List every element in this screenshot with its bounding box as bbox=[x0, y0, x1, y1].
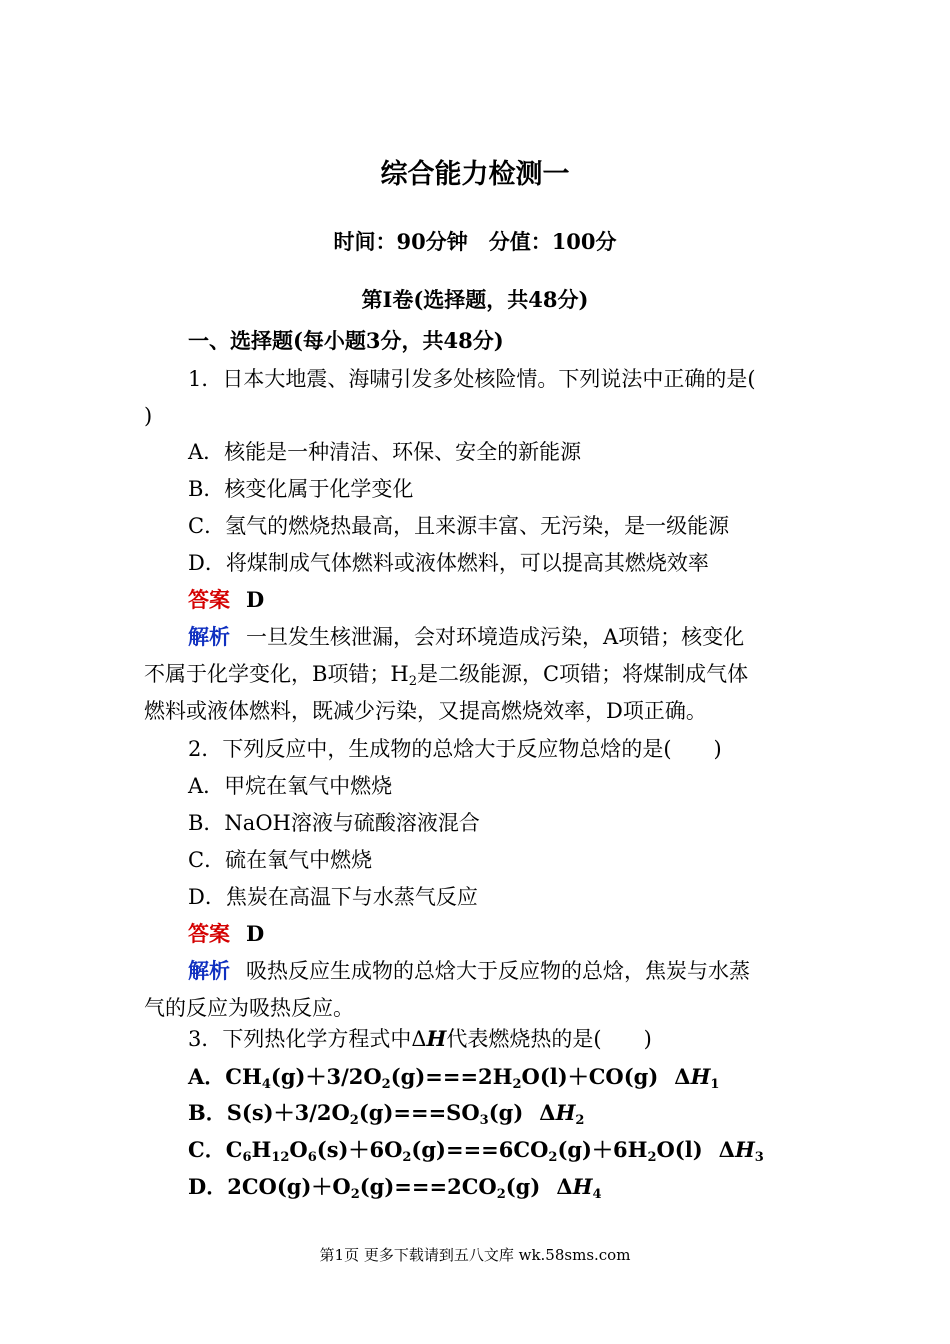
q1-stem-text: 1．日本大地震、海啸引发多处核险情。下列说法中正确的是( bbox=[188, 367, 756, 391]
q1-stem bbox=[188, 365, 756, 393]
q3-c-part: C．C bbox=[188, 1137, 243, 1162]
q3-a-part: A．CH bbox=[188, 1064, 262, 1089]
q3-b-sub: 3 bbox=[479, 1113, 489, 1128]
q3-stem bbox=[188, 1025, 652, 1053]
q3-a-sub: 2 bbox=[381, 1077, 391, 1092]
q2-option-d: D．焦炭在高温下与水蒸气反应 bbox=[188, 885, 478, 909]
q2-analysis-label: 解析 bbox=[188, 958, 230, 983]
q1-analysis-text2a: 不属于化学变化，B项错；H bbox=[144, 662, 409, 686]
q2-analysis-text1: 吸热反应生成物的总焓大于反应物的总焓，焦炭与水蒸 bbox=[246, 959, 750, 983]
q3-stem-c: 代表燃烧热的是( ) bbox=[446, 1027, 652, 1051]
q3-a-sub: 1 bbox=[710, 1077, 720, 1092]
q3-d-sub: 2 bbox=[350, 1187, 360, 1202]
q3-c-part: O bbox=[289, 1137, 308, 1162]
q3-option-d bbox=[188, 1173, 602, 1201]
q3-d-sub: 4 bbox=[592, 1187, 602, 1202]
q3-c-part: O(l) bbox=[656, 1137, 703, 1162]
document-title: 综合能力检测一 bbox=[380, 159, 570, 190]
q3-c-sub: 2 bbox=[402, 1150, 412, 1165]
q3-c-part: H bbox=[251, 1137, 272, 1162]
q2-answer-label: 答案 bbox=[188, 921, 230, 946]
q1-analysis-text2c: 是二级能源，C项错；将煤制成气体 bbox=[417, 662, 749, 686]
q1-answer-label: 答案 bbox=[188, 587, 230, 612]
q1-analysis-sub: 2 bbox=[408, 674, 418, 689]
q3-option-a bbox=[188, 1063, 719, 1091]
q1-analysis-line1 bbox=[188, 623, 744, 651]
q3-c-sub: 12 bbox=[271, 1150, 290, 1165]
q3-stem-a: 3．下列热化学方程式中Δ bbox=[188, 1027, 427, 1051]
q1-option-c: C．氢气的燃烧热最高，且来源丰富、无污染，是一级能源 bbox=[188, 514, 730, 538]
q3-b-part: B．S(s)＋3/2O bbox=[188, 1100, 350, 1125]
q3-b-delta-h: ΔH bbox=[539, 1100, 576, 1125]
q3-b-sub: 2 bbox=[349, 1113, 359, 1128]
q3-c-delta-h: ΔH bbox=[718, 1137, 755, 1162]
q3-b-sub: 2 bbox=[575, 1113, 585, 1128]
q2-analysis-line1 bbox=[188, 957, 750, 985]
q2-answer bbox=[188, 920, 264, 948]
q1-analysis-line3: 燃料或液体燃料，既减少污染，又提高燃烧效率，D项正确。 bbox=[144, 699, 707, 723]
q3-a-part: (g)===2H bbox=[390, 1064, 513, 1089]
q3-d-part: (g)===2CO bbox=[359, 1174, 497, 1199]
q3-a-sub: 4 bbox=[261, 1077, 271, 1092]
q3-c-sub: 2 bbox=[647, 1150, 657, 1165]
q1-stem-end: ) bbox=[144, 404, 153, 428]
q3-b-part: (g) bbox=[488, 1100, 524, 1125]
q3-a-part: (g)＋3/2O bbox=[270, 1064, 382, 1089]
q3-a-part: O(l)＋CO(g) bbox=[521, 1064, 659, 1089]
q3-a-sub: 2 bbox=[512, 1077, 522, 1092]
q2-option-a: A．甲烷在氧气中燃烧 bbox=[188, 774, 393, 798]
q3-c-part: (g)＋6H bbox=[557, 1137, 648, 1162]
q3-b-part: (g)===SO bbox=[358, 1100, 480, 1125]
q3-c-part: (s)＋6O bbox=[316, 1137, 403, 1162]
q1-analysis-line2 bbox=[144, 660, 748, 688]
q3-c-sub: 6 bbox=[307, 1150, 317, 1165]
q1-option-d: D．将煤制成气体燃料或液体燃料，可以提高其燃烧效率 bbox=[188, 551, 709, 575]
q1-analysis-label: 解析 bbox=[188, 624, 230, 649]
section-heading: 第Ⅰ卷(选择题，共48分) bbox=[361, 287, 589, 312]
q2-analysis-line2: 气的反应为吸热反应。 bbox=[144, 996, 354, 1020]
q1-option-b: B．核变化属于化学变化 bbox=[188, 477, 414, 501]
q2-answer-value: D bbox=[246, 921, 265, 946]
q1-analysis-text1: 一旦发生核泄漏，会对环境造成污染，A项错；核变化 bbox=[246, 625, 745, 649]
q3-option-b bbox=[188, 1099, 584, 1127]
q3-d-part: D．2CO(g)＋O bbox=[188, 1174, 351, 1199]
q3-c-part: (g)===6CO bbox=[411, 1137, 549, 1162]
q3-d-part: (g) bbox=[505, 1174, 541, 1199]
q3-d-sub: 2 bbox=[496, 1187, 506, 1202]
q2-option-b: B．NaOH溶液与硫酸溶液混合 bbox=[188, 811, 480, 835]
q3-a-delta-h: ΔH bbox=[674, 1064, 711, 1089]
q3-d-delta-h: ΔH bbox=[556, 1174, 593, 1199]
q3-c-sub: 2 bbox=[548, 1150, 558, 1165]
q2-option-c: C．硫在氧气中燃烧 bbox=[188, 848, 373, 872]
q3-c-sub: 3 bbox=[754, 1150, 764, 1165]
page-footer: 第1页 更多下载请到五八文库 wk.58sms.com bbox=[319, 1246, 631, 1264]
q2-stem: 2．下列反应中，生成物的总焓大于反应物总焓的是( ) bbox=[188, 737, 722, 761]
q1-answer-value: D bbox=[246, 587, 265, 612]
part-heading: 一、选择题(每小题3分，共48分) bbox=[188, 328, 504, 353]
exam-meta: 时间：90分钟 分值：100分 bbox=[333, 229, 617, 254]
q3-stem-h: H bbox=[426, 1026, 447, 1051]
q3-option-c bbox=[188, 1136, 764, 1164]
q3-c-sub: 6 bbox=[242, 1150, 252, 1165]
q1-option-a: A．核能是一种清洁、环保、安全的新能源 bbox=[188, 440, 582, 464]
q1-answer bbox=[188, 586, 264, 614]
